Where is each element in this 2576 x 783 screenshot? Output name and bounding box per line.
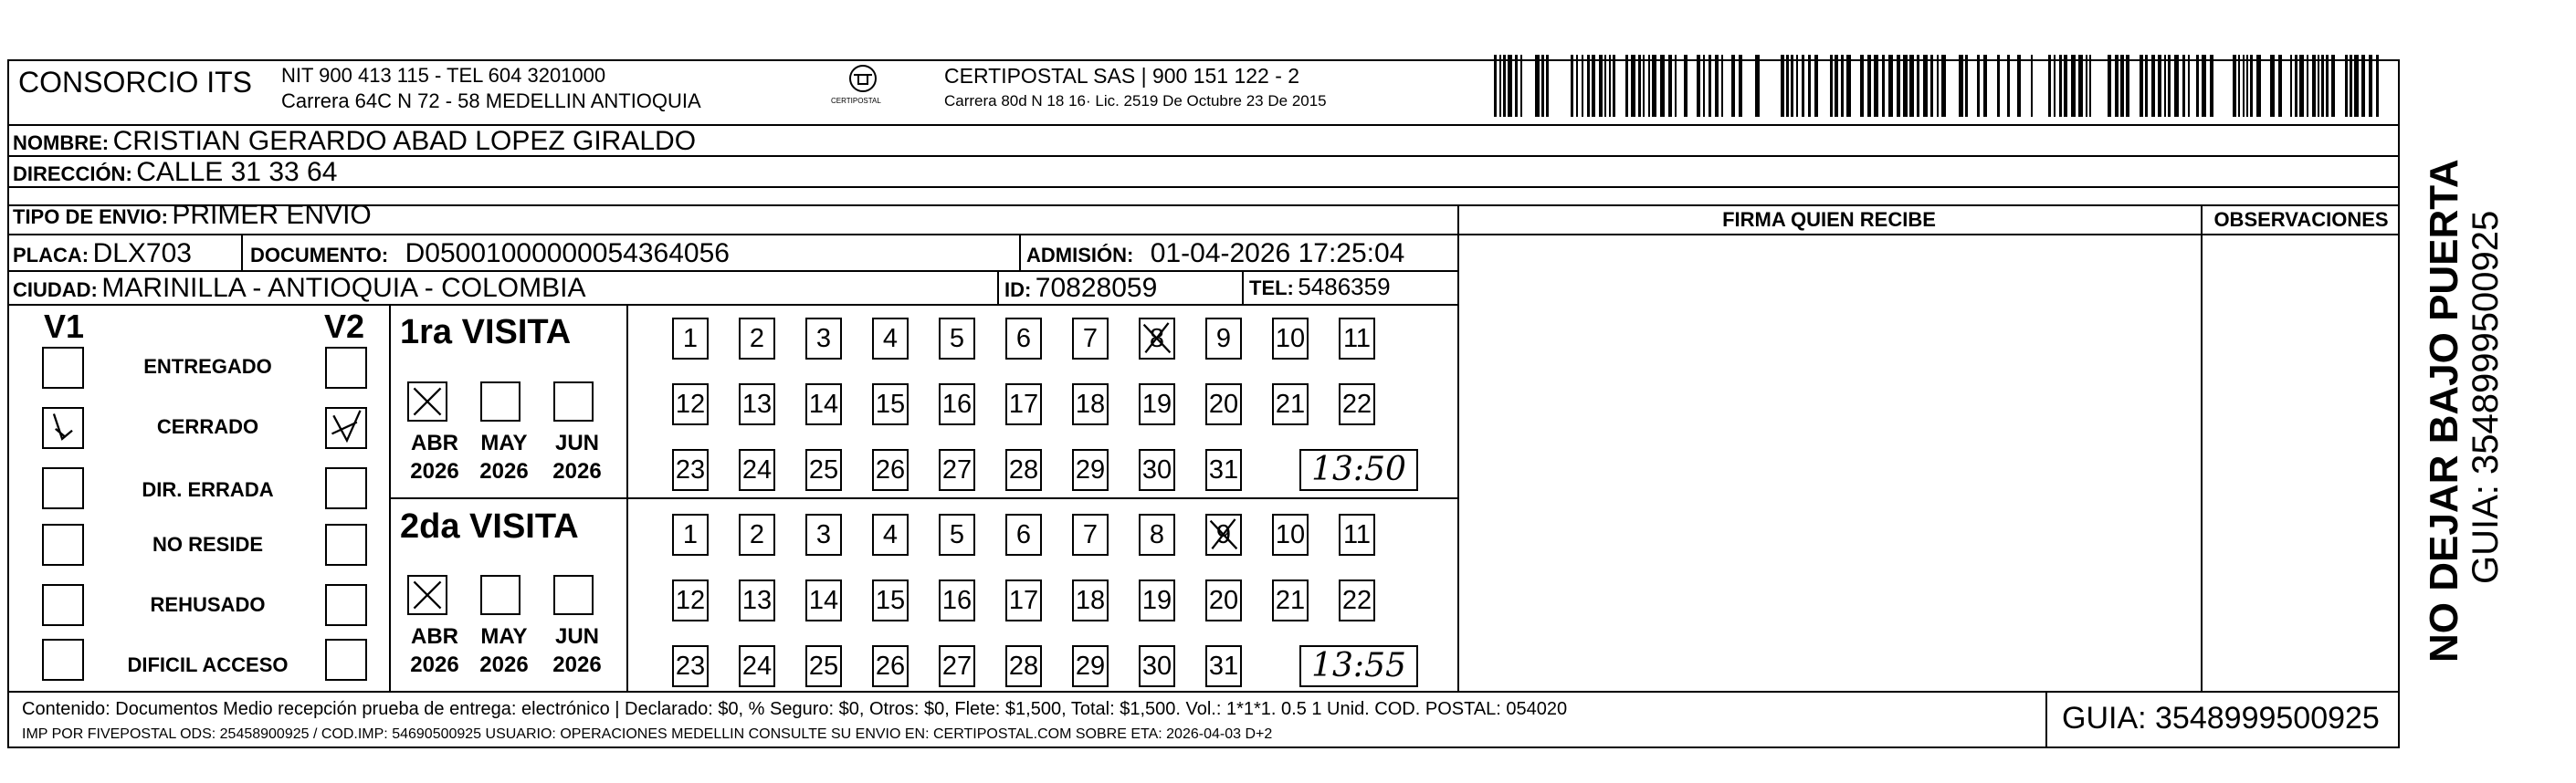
barcode-bar <box>2064 55 2067 117</box>
barcode-bar <box>1599 55 1603 117</box>
barcode-bar <box>1917 55 1919 117</box>
plate-label: PLACA: <box>13 244 89 266</box>
barcode-bar <box>2054 55 2056 117</box>
barcode-bar <box>1587 55 1590 117</box>
barcode-bar <box>1541 55 1544 117</box>
first-visit-day-22[interactable]: 22 <box>1339 383 1375 425</box>
barcode-bar <box>2145 55 2148 117</box>
barcode-bar <box>1835 55 1838 117</box>
first-visit-day-1[interactable]: 1 <box>672 318 709 360</box>
document-row <box>250 238 730 269</box>
second-visit-day-2[interactable]: 2 <box>739 514 775 556</box>
v1-checkbox-dificil-acceso[interactable] <box>42 639 84 681</box>
second-visit-day-3[interactable]: 3 <box>805 514 842 556</box>
tel-row <box>1249 273 1391 301</box>
first-visit-day-26[interactable]: 26 <box>872 449 909 491</box>
handwritten-mark-icon <box>1207 516 1240 554</box>
first-visit-day-31[interactable]: 31 <box>1205 449 1242 491</box>
second-visit-day-28[interactable]: 28 <box>1005 645 1042 687</box>
certipostal-logo-icon <box>822 62 904 113</box>
first-visit-day-3[interactable]: 3 <box>805 318 842 360</box>
first-visit-day-21[interactable]: 21 <box>1272 383 1309 425</box>
barcode-bar <box>2188 55 2190 117</box>
barcode-bar <box>1977 55 1980 117</box>
name-label: NOMBRE: <box>13 131 110 154</box>
document-value: D05001000000054364056 <box>405 238 730 268</box>
barcode-bar <box>1814 55 1818 117</box>
second-visit-day-20[interactable]: 20 <box>1205 579 1242 621</box>
second-visit-month-may-checkbox[interactable] <box>480 575 520 615</box>
barcode-bar <box>2326 55 2329 117</box>
document-label: DOCUMENTO: <box>250 244 389 266</box>
first-visit-day-5[interactable]: 5 <box>939 318 975 360</box>
first-visit-day-24[interactable]: 24 <box>739 449 775 491</box>
carrier-line1: CERTIPOSTAL SAS | 900 151 122 - 2 <box>944 64 1300 88</box>
second-visit-day-4[interactable]: 4 <box>872 514 909 556</box>
barcode-bar <box>1668 55 1672 117</box>
second-visit-day-25[interactable]: 25 <box>805 645 842 687</box>
second-visit-month-abr-label: ABR <box>411 624 458 649</box>
barcode-bar <box>1882 55 1885 117</box>
status-label-entregado: ENTREGADO <box>143 355 272 378</box>
barcode-bar <box>1703 55 1705 117</box>
second-visit-day-19[interactable]: 19 <box>1139 579 1175 621</box>
signature-label: FIRMA QUIEN RECIBE <box>1722 208 1936 231</box>
barcode-bar <box>1631 55 1635 117</box>
x-mark-icon <box>409 383 446 420</box>
barcode-bar <box>2321 55 2324 117</box>
second-visit-day-17[interactable]: 17 <box>1005 579 1042 621</box>
first-visit-day-15[interactable]: 15 <box>872 383 909 425</box>
second-visit-month-jun-label: JUN <box>554 624 599 649</box>
v1-checkbox-dir-errada[interactable] <box>42 467 84 509</box>
first-visit-day-4[interactable]: 4 <box>872 318 909 360</box>
second-visit-month-abr-checkbox[interactable] <box>407 575 447 615</box>
barcode-bar <box>2126 55 2129 117</box>
v1-checkbox-cerrado[interactable] <box>42 407 84 449</box>
barcode-bar <box>1494 55 1497 117</box>
first-visit-year-abr: 2026 <box>410 459 459 484</box>
barcode-bar <box>2210 55 2213 117</box>
barcode-bar <box>1625 55 1628 117</box>
barcode <box>1494 55 2390 117</box>
second-visit-day-14[interactable]: 14 <box>805 579 842 621</box>
barcode-bar <box>2295 55 2297 117</box>
side-guia: GUIA: 3548999500925 <box>2466 210 2506 584</box>
second-visit-day-24[interactable]: 24 <box>739 645 775 687</box>
first-visit-month-abr-label: ABR <box>411 431 458 455</box>
barcode-bar <box>2318 55 2319 117</box>
admission-row <box>1026 238 1404 269</box>
v1-checkbox-entregado[interactable] <box>42 347 84 389</box>
v2-header: V2 <box>324 308 365 345</box>
city-row <box>13 273 585 304</box>
barcode-bar <box>1582 55 1583 117</box>
first-visit-month-abr-checkbox[interactable] <box>407 381 447 422</box>
barcode-bar <box>2059 55 2062 117</box>
observations-area[interactable] <box>2203 235 2398 692</box>
barcode-bar <box>2120 55 2124 117</box>
address-value: CALLE 31 33 64 <box>136 157 338 187</box>
barcode-bar <box>2078 55 2083 117</box>
barcode-bar <box>1684 55 1688 117</box>
second-visit-day-23[interactable]: 23 <box>672 645 709 687</box>
first-visit-day-2[interactable]: 2 <box>739 318 775 360</box>
second-visit-time[interactable]: 13:55 <box>1299 645 1418 687</box>
barcode-bar <box>1609 55 1611 117</box>
tel-label: TEL: <box>1249 277 1294 299</box>
second-visit-month-jun-checkbox[interactable] <box>553 575 594 615</box>
barcode-bar <box>1965 55 1968 117</box>
first-visit-day-8[interactable]: 8 <box>1139 318 1175 360</box>
barcode-bar <box>1592 55 1595 117</box>
barcode-bar <box>1937 55 1939 117</box>
carrier-line2: Carrera 80d N 18 16· Lic. 2519 De Octubre 23 De 2015 <box>944 92 1327 110</box>
barcode-bar <box>2048 55 2051 117</box>
second-visit-day-1[interactable]: 1 <box>672 514 709 556</box>
second-visit-day-7[interactable]: 7 <box>1072 514 1109 556</box>
barcode-bar <box>2233 55 2236 117</box>
barcode-bar <box>1739 55 1742 117</box>
second-visit-day-27[interactable]: 27 <box>939 645 975 687</box>
status-label-no-reside: NO RESIDE <box>152 533 264 556</box>
barcode-bar <box>2164 55 2166 117</box>
first-visit-day-17[interactable]: 17 <box>1005 383 1042 425</box>
header <box>0 0 2576 114</box>
second-visit-month-may-label: MAY <box>480 624 528 649</box>
first-visit-day-23[interactable]: 23 <box>672 449 709 491</box>
v1-checkbox-rehusado[interactable] <box>42 584 84 626</box>
v1-header: V1 <box>44 308 85 345</box>
barcode-bar <box>1576 55 1578 117</box>
barcode-bar <box>1535 55 1540 117</box>
barcode-bar <box>2376 55 2379 117</box>
barcode-bar <box>2158 55 2161 117</box>
first-visit-day-6[interactable]: 6 <box>1005 318 1042 360</box>
first-visit-day-10[interactable]: 10 <box>1272 318 1309 360</box>
barcode-bar <box>2307 55 2308 117</box>
type-value: PRIMER ENVIO <box>172 200 372 230</box>
barcode-bar <box>1515 55 1518 117</box>
type-row <box>13 200 372 231</box>
first-visit-day-30[interactable]: 30 <box>1139 449 1175 491</box>
barcode-bar <box>2115 55 2119 117</box>
first-visit-day-29[interactable]: 29 <box>1072 449 1109 491</box>
first-visit-month-may-checkbox[interactable] <box>480 381 520 422</box>
second-visit-year-jun: 2026 <box>552 652 602 677</box>
second-visit-year-may: 2026 <box>479 652 529 677</box>
barcode-bar <box>1675 55 1677 117</box>
barcode-bar <box>1731 55 1735 117</box>
barcode-bar <box>1983 55 1987 117</box>
barcode-bar <box>2031 55 2033 117</box>
barcode-bar <box>2086 55 2087 117</box>
tel-value: 5486359 <box>1298 273 1391 300</box>
plate-value: DLX703 <box>92 238 192 268</box>
first-visit-day-18[interactable]: 18 <box>1072 383 1109 425</box>
handwritten-mark-icon <box>327 409 365 447</box>
barcode-bar <box>1846 55 1851 117</box>
barcode-bar <box>1715 55 1719 117</box>
handwritten-mark-icon <box>1141 319 1173 358</box>
x-mark-icon <box>409 577 446 613</box>
barcode-bar <box>1503 55 1506 117</box>
second-visit-day-22[interactable]: 22 <box>1339 579 1375 621</box>
city-value: MARINILLA - ANTIOQUIA - COLOMBIA <box>101 273 586 303</box>
second-visit-day-8[interactable]: 8 <box>1139 514 1175 556</box>
second-visit-day-5[interactable]: 5 <box>939 514 975 556</box>
company-info-line1: NIT 900 413 115 - TEL 604 3201000 <box>281 64 606 87</box>
first-visit-day-7[interactable]: 7 <box>1072 318 1109 360</box>
barcode-bar <box>2312 55 2316 117</box>
barcode-bar <box>1796 55 1798 117</box>
barcode-bar <box>1520 55 1522 117</box>
first-visit-month-may-label: MAY <box>480 431 528 455</box>
barcode-bar <box>1709 55 1711 117</box>
id-label: ID: <box>1004 278 1032 301</box>
second-visit-day-9[interactable]: 9 <box>1205 514 1242 556</box>
status-row-dir-errada <box>0 467 389 513</box>
barcode-bar <box>1802 55 1804 117</box>
barcode-bar <box>2007 55 2010 117</box>
barcode-bar <box>1874 55 1878 117</box>
first-visit-day-19[interactable]: 19 <box>1139 383 1175 425</box>
barcode-bar <box>2299 55 2304 117</box>
second-visit-title: 2da VISITA <box>400 507 579 546</box>
admission-label: ADMISIÓN: <box>1026 244 1134 266</box>
second-visit-day-31[interactable]: 31 <box>1205 645 1242 687</box>
barcode-bar <box>1830 55 1833 117</box>
barcode-bar <box>1721 55 1723 117</box>
second-visit-day-12[interactable]: 12 <box>672 579 709 621</box>
id-value: 70828059 <box>1035 273 1158 303</box>
barcode-bar <box>1888 55 1893 117</box>
barcode-bar <box>2089 55 2091 117</box>
barcode-bar <box>1791 55 1793 117</box>
barcode-bar <box>1546 55 1549 117</box>
status-row-rehusado <box>0 584 389 630</box>
barcode-bar <box>1909 55 1914 117</box>
barcode-bar <box>1930 55 1933 117</box>
first-visit-day-11[interactable]: 11 <box>1339 318 1375 360</box>
barcode-bar <box>2151 55 2155 117</box>
barcode-bar <box>1841 55 1844 117</box>
first-visit-day-14[interactable]: 14 <box>805 383 842 425</box>
barcode-bar <box>2196 55 2199 117</box>
barcode-bar <box>2350 55 2352 117</box>
barcode-bar <box>2345 55 2348 117</box>
barcode-bar <box>1867 55 1871 117</box>
barcode-bar <box>1786 55 1789 117</box>
v2-checkbox-no-reside[interactable] <box>325 524 367 566</box>
second-visit-day-13[interactable]: 13 <box>739 579 775 621</box>
v1-checkbox-no-reside[interactable] <box>42 524 84 566</box>
barcode-bar <box>2182 55 2185 117</box>
first-visit-day-16[interactable]: 16 <box>939 383 975 425</box>
barcode-bar <box>1638 55 1641 117</box>
barcode-bar <box>1941 55 1946 117</box>
barcode-bar <box>2108 55 2111 117</box>
barcode-bar <box>1648 55 1650 117</box>
status-label-cerrado: CERRADO <box>156 415 259 438</box>
first-visit-day-27[interactable]: 27 <box>939 449 975 491</box>
barcode-bar <box>1604 55 1606 117</box>
barcode-bar <box>1923 55 1928 117</box>
barcode-bar <box>2140 55 2143 117</box>
first-visit-day-28[interactable]: 28 <box>1005 449 1042 491</box>
barcode-bar <box>1613 55 1615 117</box>
barcode-bar <box>2243 55 2245 117</box>
barcode-bar <box>2331 55 2335 117</box>
barcode-bar <box>2278 55 2282 117</box>
v2-checkbox-dir-errada[interactable] <box>325 467 367 509</box>
signature-area[interactable] <box>1459 235 2201 692</box>
barcode-bar <box>1660 55 1665 117</box>
barcode-bar <box>1959 55 1963 117</box>
v2-checkbox-dificil-acceso[interactable] <box>325 639 367 681</box>
barcode-bar <box>1508 55 1512 117</box>
barcode-bar <box>2071 55 2076 117</box>
second-visit-day-18[interactable]: 18 <box>1072 579 1109 621</box>
city-label: CIUDAD: <box>13 278 98 301</box>
first-visit-month-jun-checkbox[interactable] <box>553 381 594 422</box>
side-warning: NO DEJAR BAJO PUERTA <box>2422 159 2466 663</box>
status-row-no-reside <box>0 524 389 569</box>
second-visit-day-10[interactable]: 10 <box>1272 514 1309 556</box>
status-row-dificil-acceso <box>0 639 389 684</box>
barcode-bar <box>2017 55 2021 117</box>
footer-line2: IMP POR FIVEPOSTAL ODS: 25458900925 / COD.IMP: 54690500925 USUARIO: OPERACIONES MEDELLIN CONSULTE SU ENVIO EN: CERTIPOSTAL.COM SOBRE ETA: 2026-04-03 D+2 <box>22 726 1273 742</box>
v2-checkbox-entregado[interactable] <box>325 347 367 389</box>
barcode-bar <box>2246 55 2248 117</box>
barcode-bar <box>2250 55 2253 117</box>
first-visit-day-9[interactable]: 9 <box>1205 318 1242 360</box>
barcode-bar <box>1903 55 1908 117</box>
name-row <box>13 126 696 157</box>
second-visit-day-29[interactable]: 29 <box>1072 645 1109 687</box>
barcode-bar <box>1571 55 1573 117</box>
type-label: TIPO DE ENVIO: <box>13 205 168 228</box>
barcode-bar <box>2238 55 2240 117</box>
barcode-bar <box>2202 55 2206 117</box>
footer-line1: Contenido: Documentos Medio recepción prueba de entrega: electrónico | Declarado: $0, % Seguro: $0, Otros: $0, Flete: $1,500, Total: $1,500. Vol.: 1*1*1. 0.5 1 Unid. COD. POSTAL: 054020 <box>22 699 1568 719</box>
barcode-bar <box>2174 55 2179 117</box>
barcode-bar <box>2361 55 2365 117</box>
company-name: CONSORCIO ITS <box>18 66 253 99</box>
barcode-bar <box>2354 55 2359 117</box>
barcode-bar <box>1697 55 1700 117</box>
barcode-bar <box>1997 55 2000 117</box>
first-visit-year-jun: 2026 <box>552 459 602 484</box>
plate-row <box>13 238 192 269</box>
status-label-dir-errada: DIR. ERRADA <box>142 478 274 501</box>
barcode-bar <box>2256 55 2261 117</box>
first-visit-day-13[interactable]: 13 <box>739 383 775 425</box>
name-value: CRISTIAN GERARDO ABAD LOPEZ GIRALDO <box>112 126 697 156</box>
first-visit-title: 1ra VISITA <box>400 313 572 351</box>
handwritten-mark-icon <box>44 409 82 447</box>
status-row-entregado <box>0 347 389 392</box>
logo-text: CERTIPOSTAL <box>831 97 881 105</box>
address-row <box>13 157 337 188</box>
v2-checkbox-cerrado[interactable] <box>325 407 367 449</box>
second-visit-day-6[interactable]: 6 <box>1005 514 1042 556</box>
barcode-bar <box>1781 55 1784 117</box>
first-visit-time[interactable]: 13:50 <box>1299 449 1418 491</box>
second-visit-day-30[interactable]: 30 <box>1139 645 1175 687</box>
company-info-line2: Carrera 64C N 72 - 58 MEDELLIN ANTIOQUIA <box>281 89 701 112</box>
barcode-bar <box>2270 55 2275 117</box>
barcode-bar <box>1808 55 1811 117</box>
first-visit-day-12[interactable]: 12 <box>672 383 709 425</box>
footer-guia: GUIA: 3548999500925 <box>2062 701 2380 736</box>
barcode-bar <box>1499 55 1501 117</box>
second-visit-day-11[interactable]: 11 <box>1339 514 1375 556</box>
certipostal-logo <box>822 62 904 113</box>
admission-value: 01-04-2026 17:25:04 <box>1150 238 1405 268</box>
barcode-bar <box>1860 55 1864 117</box>
second-visit-year-abr: 2026 <box>410 652 459 677</box>
first-visit-month-jun-label: JUN <box>554 431 599 455</box>
barcode-bar <box>1897 55 1900 117</box>
v2-checkbox-rehusado[interactable] <box>325 584 367 626</box>
status-row-cerrado <box>0 407 389 453</box>
barcode-bar <box>1652 55 1656 117</box>
second-visit-day-21[interactable]: 21 <box>1272 579 1309 621</box>
second-visit-day-15[interactable]: 15 <box>872 579 909 621</box>
barcode-bar <box>2290 55 2292 117</box>
observations-label: OBSERVACIONES <box>2213 208 2389 231</box>
status-label-rehusado: REHUSADO <box>150 593 266 616</box>
address-label: DIRECCIÓN: <box>13 162 132 185</box>
barcode-bar <box>1643 55 1645 117</box>
status-label-dificil-acceso: DIFICIL ACCESO <box>127 653 289 676</box>
second-visit-day-16[interactable]: 16 <box>939 579 975 621</box>
barcode-bar <box>2168 55 2171 117</box>
barcode-bar <box>1755 55 1760 117</box>
id-row <box>1004 273 1157 304</box>
first-visit-year-may: 2026 <box>479 459 529 484</box>
second-visit-day-26[interactable]: 26 <box>872 645 909 687</box>
first-visit-day-20[interactable]: 20 <box>1205 383 1242 425</box>
barcode-bar <box>2369 55 2372 117</box>
first-visit-day-25[interactable]: 25 <box>805 449 842 491</box>
